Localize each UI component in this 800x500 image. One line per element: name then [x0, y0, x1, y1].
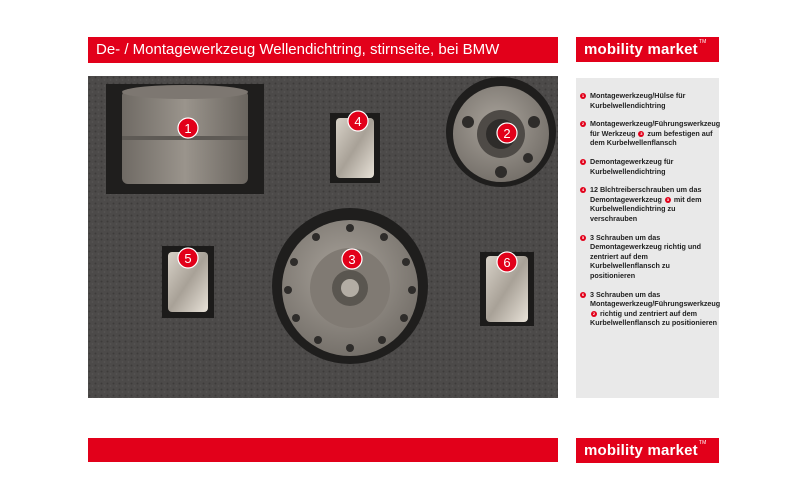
reference-badge: 2 — [592, 310, 596, 316]
svg-text:6: 6 — [503, 255, 511, 270]
legend-text: mit dem Kurbelwellendichtring zu verschrauben — [590, 194, 702, 223]
product-photo — [88, 76, 558, 398]
removal-tool — [272, 208, 428, 364]
reference-badge: 3 — [640, 130, 643, 136]
legend-text: Montagewerkzeug/Führungswerkzeug für Werkzeug — [590, 119, 721, 138]
marker-5 — [178, 248, 198, 268]
legend-text: 3 Schrauben um das Demontagewerkzeug richtig und zentriert auf dem Kurbelwellenflansch zu positionieren — [590, 232, 702, 280]
logo-text: mobility market — [584, 442, 698, 459]
legend-text: Demontagewerkzeug für Kurbelwellendichtring — [590, 156, 674, 176]
logo-trademark: TM — [698, 440, 707, 446]
svg-text:2: 2 — [503, 126, 511, 141]
legend-text: richtig und zentriert auf dem Kurbelwellenflansch zu positionieren — [590, 308, 717, 328]
svg-text:5: 5 — [184, 251, 192, 266]
marker-2 — [497, 123, 517, 143]
legend-item-2 — [580, 119, 721, 148]
marker-1 — [178, 118, 198, 138]
marker-3 — [342, 249, 362, 269]
svg-text:1: 1 — [184, 121, 192, 136]
legend-item-6 — [580, 289, 721, 328]
number-badge: 1 — [581, 93, 585, 98]
logo-trademark: TM — [698, 39, 707, 45]
legend-item-5 — [580, 233, 713, 281]
number-badge: 6 — [581, 291, 585, 297]
legend-text: 3 Schrauben um das Montagewerkzeug/Führungswerkzeug — [590, 289, 721, 309]
number-badge: 2 — [581, 121, 585, 127]
legend-text: Montagewerkzeug/Hülse für Kurbelwellendichtring — [590, 91, 686, 110]
marker-6 — [497, 252, 517, 272]
number-badge: 5 — [581, 234, 585, 240]
legend-text: zum befestigen auf dem Kurbelwellenflansch — [590, 128, 713, 148]
reference-badge: 3 — [666, 196, 670, 202]
brand-logo-bottom — [576, 438, 719, 463]
logo-text: mobility market — [584, 41, 698, 58]
legend-panel — [576, 78, 719, 398]
svg-text:3: 3 — [348, 252, 356, 267]
svg-text:4: 4 — [354, 114, 362, 129]
legend-text: 12 Blchtreiberschrauben um das Demontagewerkzeug — [590, 185, 702, 204]
marker-4 — [348, 111, 368, 131]
tool-kit-illustration — [88, 76, 558, 398]
brand-logo-top — [576, 37, 719, 62]
footer-bar — [88, 438, 558, 462]
legend-item-4 — [580, 185, 713, 223]
page-title: De- / Montagewerkzeug Wellendichtring, stirnseite, bei BMW — [88, 37, 558, 63]
legend-item-3 — [580, 157, 713, 176]
legend-item-1 — [580, 91, 713, 110]
number-badge: 3 — [581, 158, 585, 164]
number-badge: 4 — [581, 187, 585, 193]
